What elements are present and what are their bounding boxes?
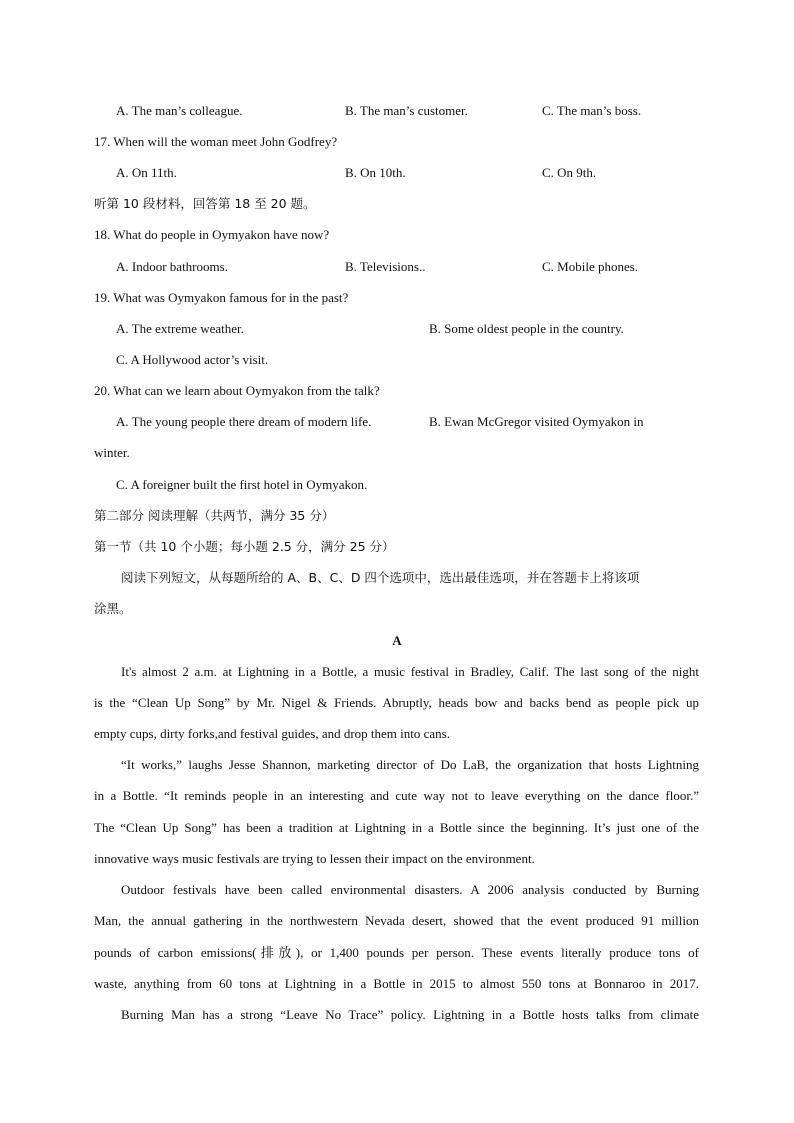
q19-question: 19. What was Oymyakon famous for in the past? — [94, 290, 349, 305]
passage-line: Outdoor festivals have been called environmental disasters. A 2006 analysis conducted by Burning — [121, 882, 699, 897]
q18-option-c: C. Mobile phones. — [542, 259, 639, 274]
passage-line: waste, anything from 60 tons at Lightning in a Bottle in 2015 to almost 550 tons at Bonnaroo in 2017. — [94, 976, 699, 991]
part2-heading: 第二部分 阅读理解（共两节，满分 35 分） — [94, 508, 335, 523]
passage-line: pounds of carbon emissions(排放), or 1,400 pounds per person. These events literally produce tons of — [94, 945, 699, 960]
q17-option-a: A. On 11th. — [116, 165, 177, 180]
q20-option-b-continued: winter. — [94, 445, 130, 460]
q16-option-c: C. The man’s boss. — [542, 103, 642, 118]
section1-heading: 第一节（共 10 个小题；每小题 2.5 分，满分 25 分） — [94, 539, 395, 554]
q19-option-c: C. A Hollywood actor’s visit. — [116, 352, 269, 367]
passage-line: empty cups, dirty forks,and festival guides, and drop them into cans. — [94, 726, 450, 741]
passage-line: in a Bottle. “It reminds people in an interesting and cute way not to leave everything on the dance floor.” — [94, 788, 699, 803]
q16-option-b: B. The man’s customer. — [345, 103, 468, 118]
passage-line: It's almost 2 a.m. at Lightning in a Bottle, a music festival in Bradley, Calif. The last song of the night — [121, 664, 699, 679]
passage-line: is the “Clean Up Song” by Mr. Nigel & Friends. Abruptly, heads bow and backs bend as people pick up — [94, 695, 699, 710]
q17-question: 17. When will the woman meet John Godfrey? — [94, 134, 338, 149]
q19-option-a: A. The extreme weather. — [116, 321, 244, 336]
passage-line: “It works,” laughs Jesse Shannon, marketing director of Do LaB, the organization that hosts Lightning — [121, 757, 699, 772]
passage-line: Burning Man has a strong “Leave No Trace” policy. Lightning in a Bottle hosts talks from climate — [121, 1007, 699, 1022]
passage-label: A — [392, 633, 402, 648]
section10-heading: 听第 10 段材料，回答第 18 至 20 题。 — [94, 196, 316, 211]
q20-question: 20. What can we learn about Oymyakon from the talk? — [94, 383, 380, 398]
passage-line: The “Clean Up Song” has been a tradition at Lightning in a Bottle since the beginning. It’s just one of the — [94, 820, 699, 835]
q17-option-b: B. On 10th. — [345, 165, 406, 180]
q17-option-c: C. On 9th. — [542, 165, 597, 180]
instructions-line-1: 阅读下列短文，从每题所给的 A、B、C、D 四个选项中，选出最佳选项，并在答题卡上将该项 — [121, 570, 640, 585]
q16-option-a: A. The man’s colleague. — [116, 103, 243, 118]
passage-line: innovative ways music festivals are trying to lessen their impact on the environment. — [94, 851, 535, 866]
q20-option-b: B. Ewan McGregor visited Oymyakon in — [429, 414, 644, 429]
instructions-line-2: 涂黑。 — [94, 601, 132, 616]
q18-question: 18. What do people in Oymyakon have now? — [94, 227, 330, 242]
q20-option-a: A. The young people there dream of modern life. — [116, 414, 372, 429]
q19-option-b: B. Some oldest people in the country. — [429, 321, 624, 336]
passage-line: Man, the annual gathering in the northwestern Nevada desert, showed that the event produced 91 million — [94, 913, 699, 928]
q20-option-c: C. A foreigner built the first hotel in Oymyakon. — [116, 477, 368, 492]
q18-option-a: A. Indoor bathrooms. — [116, 259, 228, 274]
q18-option-b: B. Televisions.. — [345, 259, 426, 274]
